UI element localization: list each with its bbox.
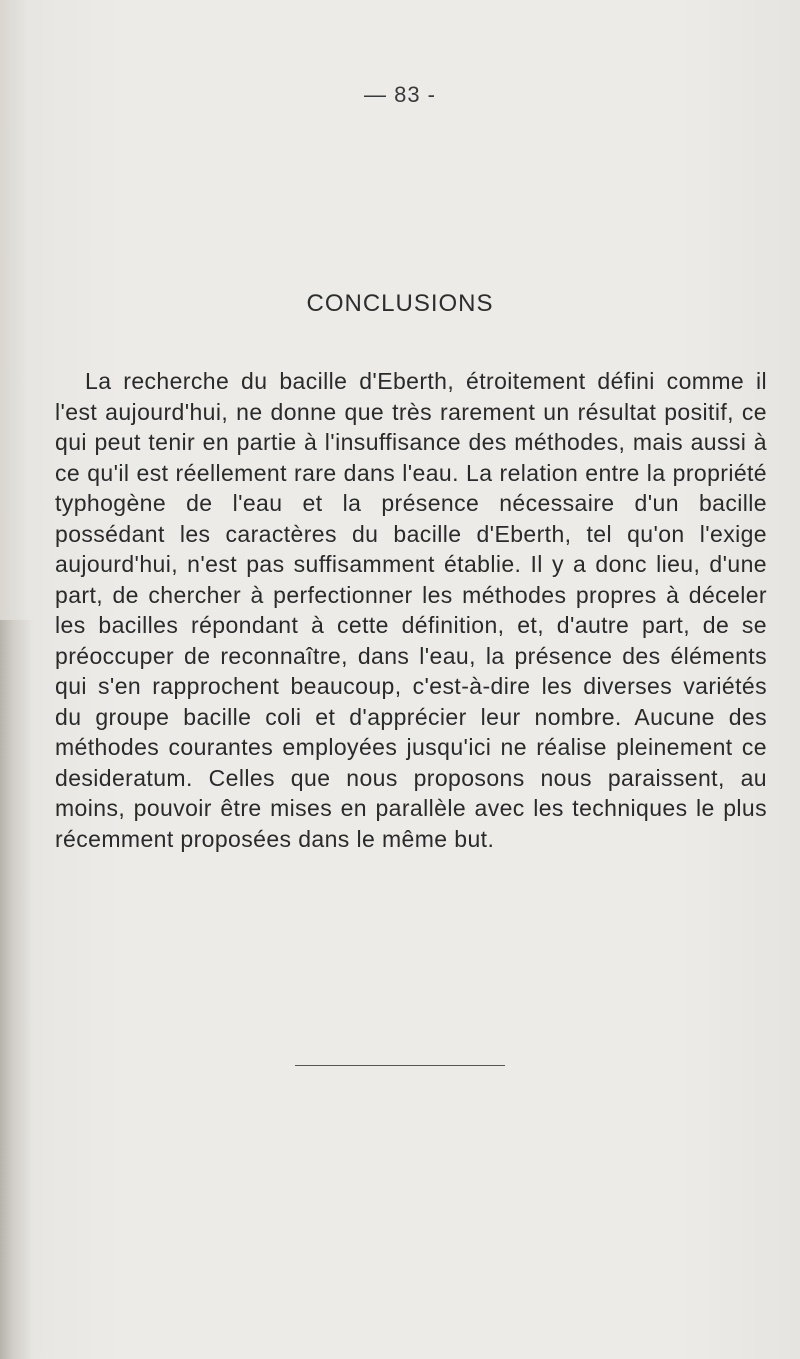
conclusion-paragraph: La recherche du bacille d'Eberth, étroitement défini comme il l'est aujourd'hui, ne donne que très rarement un résultat positif, ce qui peut tenir en partie à l'insuffisance des méthodes, mais aussi à ce qu'il est réellement rare dans l'eau. La relation entre la propriété typhogène de l'eau et la présence nécessaire d'un bacille possédant les caractères du bacille d'Eberth, tel qu'on l'exige aujourd'hui, n'est pas suffisamment établie. Il y a donc lieu, d'une part, de chercher à perfectionner les méthodes propres à déceler les bacilles répondant à cette définition, et, d'autre part, de se préoccuper de reconnaître, dans l'eau, la présence des éléments qui s'en rapprochent beaucoup, c'est-à-dire les diverses variétés du groupe bacille coli et d'apprécier leur nombre. Aucune des méthodes courantes employées jusqu'ici ne réalise pleinement ce desideratum. Celles que nous proposons nous paraissent, au moins, pouvoir être mises en parallèle avec les techniques le plus récemment proposées dans le même but. — [55, 368, 767, 852]
page-number: — 83 - — [363, 82, 437, 107]
horizontal-rule — [295, 1065, 505, 1066]
page-shadow-edge — [0, 620, 34, 1359]
section-heading: CONCLUSIONS — [306, 290, 494, 317]
